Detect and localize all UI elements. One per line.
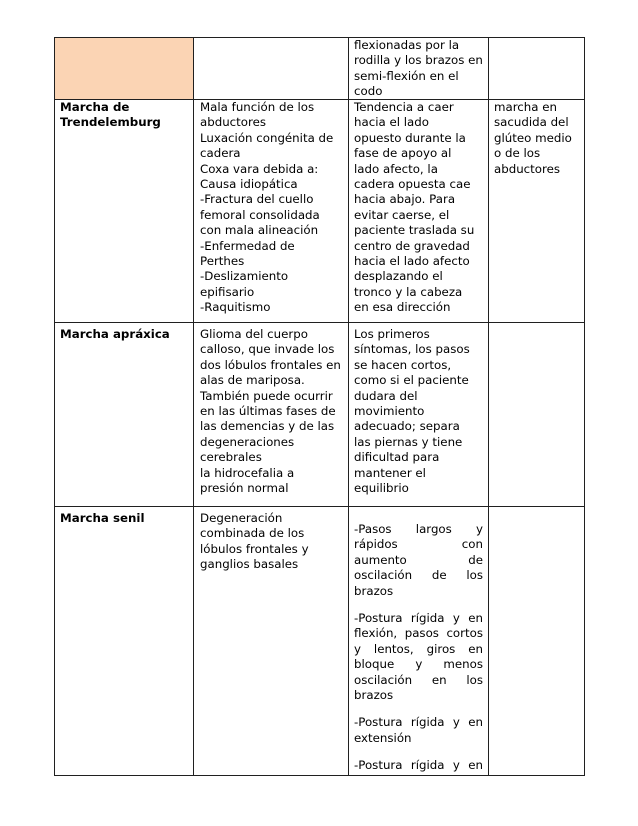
gait-name: Marcha de Trendelemburg [60,100,161,130]
description-cell [349,507,489,776]
gait-name: Marcha apráxica [60,327,170,341]
description-paragraph: -Postura rígida y en extensión [354,715,483,745]
causes-cell [194,323,349,507]
notes-cell [489,38,585,100]
gait-name-cell [55,323,194,507]
notes-text: marcha en sacudida del glúteo medio o de los abductores [494,100,572,176]
gait-name-cell [55,507,194,776]
gait-name-cell [55,38,194,100]
notes-cell [489,100,585,323]
notes-cell [489,323,585,507]
causes-cell [194,507,349,776]
description-cell [349,323,489,507]
causes-text: Mala función de los abductores Luxación congénita de cadera Coxa vara debida a: Causa idiopática -Fractura del cuello femoral consolidada con mala alineación -Enfermedad de Perthes -Deslizamiento epifisario -Raquitismo [200,100,334,315]
description-text: flexionadas por la rodilla y los brazos en semi-flexión en el codo [354,38,483,99]
causes-text: Glioma del cuerpo calloso, que invade los dos lóbulos frontales en alas de mariposa. También puede ocurrir en las últimas fases de las demencias y de las degeneraciones cerebrales la hidrocefalia a presión normal [200,327,341,496]
description-text: Los primeros síntomas, los pasos se hacen cortos, como si el paciente dudara del movimiento adecuado; separa las piernas y tiene dificultad para mantener el equilibrio [354,327,470,496]
gait-table [54,37,585,776]
description-cell [349,100,489,323]
causes-text: Degeneración combinada de los lóbulos frontales y ganglios basales [200,511,309,572]
description-paragraph: -Pasos largos y rápidos con aumento de oscilación de los brazos [354,522,483,598]
description-text: Tendencia a caer hacia el lado opuesto durante la fase de apoyo al lado afecto, la cadera opuesta cae hacia abajo. Para evitar caerse, el paciente traslada su centro de gravedad hacia el lado afecto desplazando el tronco y la cabeza en esa dirección [354,100,475,315]
gait-name: Marcha senil [60,511,145,525]
gait-name-cell [55,100,194,323]
description-paragraph: -Postura rígida y en [354,758,483,773]
causes-cell [194,100,349,323]
description-cell [349,38,489,100]
causes-cell [194,38,349,100]
notes-cell [489,507,585,776]
description-paragraph: -Postura rígida y en flexión, pasos cortos y lentos, giros en bloque y menos oscilación en los brazos [354,611,483,703]
